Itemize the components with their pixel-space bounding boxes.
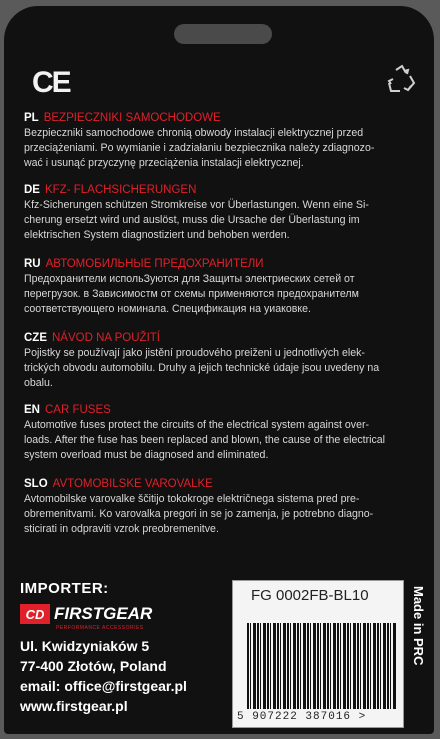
lang-code: PL xyxy=(24,112,39,124)
section-pl xyxy=(24,112,424,171)
body-line: obalu. xyxy=(24,377,53,389)
body-line: obremenitvami. Ko varovalka pregori in se jo zamenja, je potrebno diagno- xyxy=(24,508,374,520)
product-sku: FG 0002FB-BL10 xyxy=(251,587,369,604)
section-title: NÁVOD NA POUŽITÍ xyxy=(52,332,160,344)
address-street: Ul. Kwidzyniaków 5 xyxy=(20,638,150,654)
section-title: АВТОМОБИЛЬНЫЕ ПРЕДОХРАНИТЕЛИ xyxy=(45,258,264,270)
section-ru xyxy=(24,258,424,317)
importer-website: www.firstgear.pl xyxy=(20,698,128,714)
package-back xyxy=(4,6,434,734)
section-title: AVTOMOBILSKE VAROVALKE xyxy=(52,478,213,490)
lang-code: DE xyxy=(24,184,40,196)
ce-mark: CE xyxy=(32,66,70,99)
lang-code: RU xyxy=(24,258,41,270)
product-label xyxy=(232,580,404,728)
section-en xyxy=(24,404,424,463)
section-title: CAR FUSES xyxy=(44,404,111,416)
body-line: cherung ersetzt wird und auslöst, muss die Ursache der Überlastung im xyxy=(24,214,360,226)
body-line: перегрузок. в Зависимостм от схемы применяются предохранителм xyxy=(24,288,359,300)
section-slo xyxy=(24,478,424,537)
importer-label: IMPORTER: xyxy=(20,580,109,597)
section-cze xyxy=(24,332,424,391)
body-line: Automotive fuses protect the circuits of the electrical system against over- xyxy=(24,419,370,431)
logo-tagline: PERFORMANCE ACCESSORIES xyxy=(56,625,144,631)
recycle-icon xyxy=(386,64,418,94)
body-line: Avtomobilske varovalke ščitijo tokokroge električnega sistema pred pre- xyxy=(24,493,360,505)
importer-email: email: office@firstgear.pl xyxy=(20,678,187,694)
body-line: Kfz-Sicherungen schützen Stromkreise vor Überlastungen. Wenn eine Si- xyxy=(24,199,369,211)
section-de xyxy=(24,184,424,243)
lang-code: CZE xyxy=(24,332,47,344)
address-city: 77-400 Złotów, Poland xyxy=(20,658,167,674)
section-title: KFZ- FLACHSICHERUNGEN xyxy=(44,184,197,196)
body-line: wać i usunąć przyczynę przeciążenia instalacji elektrycznej. xyxy=(24,157,304,169)
logo-text: FIRSTGEAR xyxy=(54,604,153,623)
body-line: sticirati in odpraviti vzrok preobremenitve. xyxy=(24,523,219,535)
body-line: Bezpieczniki samochodowe chronią obwody instalacji elektrycznej przed xyxy=(24,127,364,139)
section-title: BEZPIECZNIKI SAMOCHODOWE xyxy=(43,112,221,124)
lang-code: SLO xyxy=(24,478,48,490)
body-line: elektrischen System diagnostiziert und behoben werden. xyxy=(24,229,290,241)
barcode xyxy=(247,623,397,709)
firstgear-logo xyxy=(20,604,152,624)
barcode-number: 5 907222 387016 > xyxy=(237,711,367,723)
made-in: Made in PRC xyxy=(411,586,426,666)
body-line: Предохранители испольЗуются для Защиты электриеских сетей от xyxy=(24,273,355,285)
body-line: trických obvodu automobilu. Druhy a jejich technické údaje jsou uvedeny na xyxy=(24,362,380,374)
body-line: соответствующего номинала. Спецификация на уиаковке. xyxy=(24,303,311,315)
lang-code: EN xyxy=(24,404,40,416)
body-line: przeciążeniami. Po wymianie i zadziałaniu bezpiecznika należy zdiagnozo- xyxy=(24,142,375,154)
body-line: loads. After the fuse has been replaced and blown, the cause of the electrical xyxy=(24,434,386,446)
body-line: Pojistky se používají jako jistění proudového preiženi u jednotlivých elek- xyxy=(24,347,365,359)
hang-hole xyxy=(174,24,272,44)
body-line: system overload must be diagnosed and eliminated. xyxy=(24,449,269,461)
logo-mark: CD xyxy=(20,604,50,624)
